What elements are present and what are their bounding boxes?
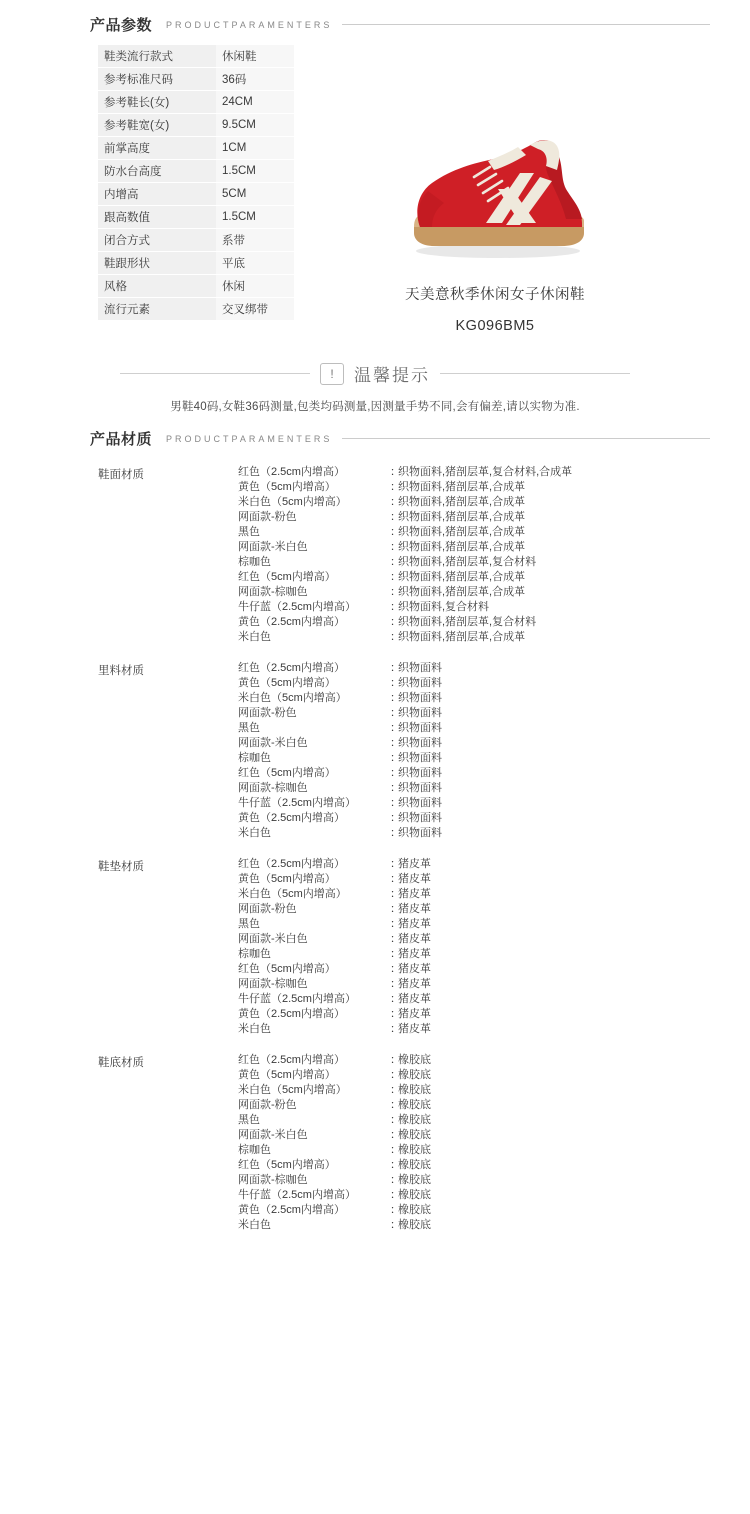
material-separator: ：: [390, 662, 401, 674]
material-separator: ：: [390, 541, 401, 553]
product-params-table: [98, 45, 294, 321]
material-color: 黄色（5cm内增高）: [238, 481, 336, 493]
material-separator: ：: [390, 767, 401, 779]
material-group-label: 里料材质: [98, 665, 144, 677]
material-color: 棕咖色: [238, 948, 271, 960]
material-separator: ：: [390, 481, 401, 493]
material-value: 织物面料,猪剖层革,合成革: [398, 496, 526, 508]
material-value: 织物面料: [398, 827, 442, 839]
param-key: 参考鞋长(女): [98, 91, 216, 114]
param-value: 系带: [216, 229, 294, 252]
material-color: 牛仔蓝（2.5cm内增高）: [238, 1189, 356, 1201]
section-title-en: PRODUCTPARAMENTERS: [166, 19, 333, 30]
material-separator: ：: [390, 888, 401, 900]
material-separator: ：: [390, 631, 401, 643]
list-item: [238, 1143, 750, 1158]
list-item: [238, 615, 750, 630]
material-color: 网面款-粉色: [238, 1099, 297, 1111]
material-color: 棕咖色: [238, 1144, 271, 1156]
list-item: [238, 661, 750, 676]
param-value: 9.5CM: [216, 114, 294, 137]
table-row: [98, 275, 294, 298]
tips-text: 男鞋40码,女鞋36码测量,包类均码测量,因测量手势不同,会有偏差,请以实物为准.: [170, 401, 580, 413]
table-row: [98, 137, 294, 160]
list-item: [238, 947, 750, 962]
material-separator: ：: [390, 586, 401, 598]
list-item: [238, 1068, 750, 1083]
product-params-table-body: [98, 45, 294, 321]
list-item: [238, 902, 750, 917]
material-value: 橡胶底: [398, 1129, 431, 1141]
product-image: [370, 115, 620, 265]
material-value: 织物面料: [398, 662, 442, 674]
material-group-label: 鞋底材质: [98, 1057, 144, 1069]
material-value: 橡胶底: [398, 1174, 431, 1186]
list-item: [238, 1022, 750, 1037]
material-value: 织物面料: [398, 797, 442, 809]
param-key: 闭合方式: [98, 229, 216, 252]
material-rows: [238, 661, 750, 841]
material-separator: ：: [390, 737, 401, 749]
product-params-block: [0, 35, 750, 334]
material-group: [0, 1053, 750, 1233]
material-value: 橡胶底: [398, 1099, 431, 1111]
list-item: [238, 495, 750, 510]
material-color: 红色（5cm内增高）: [238, 1159, 336, 1171]
material-value: 织物面料,猪剖层革,复合材料: [398, 556, 537, 568]
table-row: [98, 91, 294, 114]
material-value: 橡胶底: [398, 1159, 431, 1171]
material-separator: ：: [390, 782, 401, 794]
material-value: 织物面料: [398, 812, 442, 824]
list-item: [238, 1083, 750, 1098]
tips-title: 温馨提示: [354, 366, 430, 385]
list-item: [238, 781, 750, 796]
material-separator: ：: [390, 707, 401, 719]
material-color: 黄色（2.5cm内增高）: [238, 812, 345, 824]
material-color: 黄色（2.5cm内增高）: [238, 616, 345, 628]
material-separator: ：: [390, 827, 401, 839]
list-item: [238, 630, 750, 645]
material-color: 红色（2.5cm内增高）: [238, 1054, 345, 1066]
table-row: [98, 68, 294, 91]
list-item: [238, 676, 750, 691]
material-separator: ：: [390, 933, 401, 945]
material-value: 猪皮革: [398, 858, 431, 870]
tips-divider-left: [120, 373, 310, 374]
material-separator: ：: [390, 511, 401, 523]
list-item: [238, 1007, 750, 1022]
list-item: [238, 600, 750, 615]
material-value: 织物面料: [398, 722, 442, 734]
list-item: [238, 766, 750, 781]
param-value: 24CM: [216, 91, 294, 114]
list-item: [238, 1128, 750, 1143]
list-item: [238, 691, 750, 706]
material-value: 织物面料,猪剖层革,合成革: [398, 541, 526, 553]
material-value: 织物面料,猪剖层革,复合材料,合成革: [398, 466, 573, 478]
material-value: 橡胶底: [398, 1114, 431, 1126]
material-separator: ：: [390, 1023, 401, 1035]
material-separator: ：: [390, 1159, 401, 1171]
material-value: 橡胶底: [398, 1084, 431, 1096]
material-separator: ：: [390, 1054, 401, 1066]
param-key: 鞋跟形状: [98, 252, 216, 275]
material-value: 猪皮革: [398, 948, 431, 960]
table-row: [98, 252, 294, 275]
product-preview: [330, 95, 660, 334]
material-group: [0, 465, 750, 645]
material-separator: ：: [390, 752, 401, 764]
material-color: 网面款-米白色: [238, 933, 308, 945]
material-value: 织物面料: [398, 767, 442, 779]
material-value: 橡胶底: [398, 1144, 431, 1156]
list-item: [238, 992, 750, 1007]
list-item: [238, 736, 750, 751]
material-separator: ：: [390, 1008, 401, 1020]
materials-list: [0, 465, 750, 1273]
material-value: 猪皮革: [398, 873, 431, 885]
material-separator: ：: [390, 1069, 401, 1081]
material-value: 橡胶底: [398, 1189, 431, 1201]
material-separator: ：: [390, 1129, 401, 1141]
param-key: 风格: [98, 275, 216, 298]
param-key: 流行元素: [98, 298, 216, 321]
list-item: [238, 796, 750, 811]
material-color: 红色（2.5cm内增高）: [238, 858, 345, 870]
list-item: [238, 570, 750, 585]
list-item: [238, 706, 750, 721]
material-separator: ：: [390, 677, 401, 689]
material-value: 织物面料,猪剖层革,合成革: [398, 586, 526, 598]
material-color: 网面款-米白色: [238, 737, 308, 749]
list-item: [238, 480, 750, 495]
material-color: 红色（5cm内增高）: [238, 571, 336, 583]
material-color: 黑色: [238, 526, 260, 538]
material-color: 米白色: [238, 827, 271, 839]
material-color: 棕咖色: [238, 752, 271, 764]
material-separator: ：: [390, 556, 401, 568]
table-row: [98, 160, 294, 183]
section-title-zh: 产品参数: [90, 17, 153, 34]
material-value: 织物面料: [398, 692, 442, 704]
list-item: [238, 510, 750, 525]
material-value: 橡胶底: [398, 1219, 431, 1231]
material-value: 织物面料,猪剖层革,合成革: [398, 631, 526, 643]
material-color: 黑色: [238, 1114, 260, 1126]
material-value: 织物面料,猪剖层革,合成革: [398, 511, 526, 523]
list-item: [238, 811, 750, 826]
product-code: KG096BM5: [455, 318, 535, 334]
param-value: 5CM: [216, 183, 294, 206]
list-item: [238, 1203, 750, 1218]
material-separator: ：: [390, 692, 401, 704]
list-item: [238, 555, 750, 570]
table-row: [98, 114, 294, 137]
material-color: 米白色: [238, 1219, 271, 1231]
material-value: 猪皮革: [398, 1008, 431, 1020]
material-color: 黄色（5cm内增高）: [238, 677, 336, 689]
material-rows: [238, 857, 750, 1037]
material-value: 猪皮革: [398, 903, 431, 915]
material-color: 网面款-棕咖色: [238, 586, 308, 598]
list-item: [238, 962, 750, 977]
material-separator: ：: [390, 496, 401, 508]
material-separator: ：: [390, 918, 401, 930]
list-item: [238, 751, 750, 766]
list-item: [238, 1158, 750, 1173]
material-separator: ：: [390, 978, 401, 990]
material-value: 织物面料,猪剖层革,合成革: [398, 481, 526, 493]
product-materials-heading: [0, 428, 750, 449]
list-item: [238, 1173, 750, 1188]
material-separator: ：: [390, 1084, 401, 1096]
material-separator: ：: [390, 797, 401, 809]
material-color: 黑色: [238, 918, 260, 930]
material-color: 米白色（5cm内增高）: [238, 888, 347, 900]
material-value: 织物面料,猪剖层革,合成革: [398, 526, 526, 538]
material-color: 网面款-米白色: [238, 541, 308, 553]
exclamation-icon: !: [320, 363, 344, 385]
material-group-label: 鞋面材质: [98, 469, 144, 481]
table-row: [98, 206, 294, 229]
param-value: 1.5CM: [216, 206, 294, 229]
material-value: 橡胶底: [398, 1069, 431, 1081]
list-item: [238, 1053, 750, 1068]
list-item: [238, 826, 750, 841]
material-color: 红色（5cm内增高）: [238, 963, 336, 975]
material-color: 牛仔蓝（2.5cm内增高）: [238, 993, 356, 1005]
param-value: 1.5CM: [216, 160, 294, 183]
material-value: 织物面料: [398, 707, 442, 719]
material-separator: ：: [390, 812, 401, 824]
tips-block: [0, 355, 750, 414]
material-color: 黄色（2.5cm内增高）: [238, 1204, 345, 1216]
material-value: 猪皮革: [398, 1023, 431, 1035]
product-params-heading: [0, 14, 750, 35]
material-value: 织物面料,猪剖层革,复合材料: [398, 616, 537, 628]
table-row: [98, 45, 294, 68]
table-row: [98, 298, 294, 321]
material-color: 红色（2.5cm内增高）: [238, 466, 345, 478]
param-value: 平底: [216, 252, 294, 275]
material-separator: ：: [390, 858, 401, 870]
material-color: 网面款-棕咖色: [238, 978, 308, 990]
material-value: 猪皮革: [398, 918, 431, 930]
material-color: 黄色（5cm内增高）: [238, 1069, 336, 1081]
param-key: 参考标准尺码: [98, 68, 216, 91]
heading-divider: [342, 24, 710, 25]
material-color: 黄色（2.5cm内增高）: [238, 1008, 345, 1020]
material-color: 红色（2.5cm内增高）: [238, 662, 345, 674]
list-item: [238, 887, 750, 902]
material-rows: [238, 465, 750, 645]
param-value: 36码: [216, 68, 294, 91]
material-value: 猪皮革: [398, 963, 431, 975]
param-key: 跟高数值: [98, 206, 216, 229]
material-value: 猪皮革: [398, 933, 431, 945]
material-separator: ：: [390, 1114, 401, 1126]
param-key: 防水台高度: [98, 160, 216, 183]
product-title: 天美意秋季休闲女子休闲鞋: [405, 287, 585, 303]
param-value: 交叉绑带: [216, 298, 294, 321]
material-separator: ：: [390, 722, 401, 734]
material-value: 橡胶底: [398, 1204, 431, 1216]
material-separator: ：: [390, 601, 401, 613]
material-separator: ：: [390, 1219, 401, 1231]
list-item: [238, 857, 750, 872]
list-item: [238, 585, 750, 600]
material-color: 网面款-米白色: [238, 1129, 308, 1141]
param-key: 鞋类流行款式: [98, 45, 216, 68]
material-rows: [238, 1053, 750, 1233]
material-color: 牛仔蓝（2.5cm内增高）: [238, 601, 356, 613]
material-separator: ：: [390, 466, 401, 478]
list-item: [238, 1218, 750, 1233]
material-separator: ：: [390, 1189, 401, 1201]
material-color: 黑色: [238, 722, 260, 734]
material-separator: ：: [390, 963, 401, 975]
list-item: [238, 1188, 750, 1203]
list-item: [238, 1098, 750, 1113]
material-color: 米白色: [238, 1023, 271, 1035]
list-item: [238, 977, 750, 992]
list-item: [238, 540, 750, 555]
material-color: 黄色（5cm内增高）: [238, 873, 336, 885]
tips-heading: [0, 361, 750, 386]
material-separator: ：: [390, 1174, 401, 1186]
tips-divider-right: [440, 373, 630, 374]
material-value: 织物面料: [398, 752, 442, 764]
param-value: 休闲: [216, 275, 294, 298]
material-value: 织物面料: [398, 677, 442, 689]
material-color: 网面款-棕咖色: [238, 782, 308, 794]
list-item: [238, 525, 750, 540]
material-separator: ：: [390, 1204, 401, 1216]
material-value: 织物面料: [398, 782, 442, 794]
material-separator: ：: [390, 948, 401, 960]
list-item: [238, 721, 750, 736]
list-item: [238, 1113, 750, 1128]
material-value: 猪皮革: [398, 978, 431, 990]
material-group-label: 鞋垫材质: [98, 861, 144, 873]
material-color: 红色（5cm内增高）: [238, 767, 336, 779]
list-item: [238, 872, 750, 887]
material-separator: ：: [390, 616, 401, 628]
material-group: [0, 661, 750, 841]
material-separator: ：: [390, 1099, 401, 1111]
material-separator: ：: [390, 903, 401, 915]
material-color: 米白色（5cm内增高）: [238, 692, 347, 704]
param-key: 参考鞋宽(女): [98, 114, 216, 137]
material-value: 织物面料: [398, 737, 442, 749]
param-key: 内增高: [98, 183, 216, 206]
table-row: [98, 229, 294, 252]
section-title-zh: 产品材质: [90, 431, 153, 448]
material-separator: ：: [390, 1144, 401, 1156]
param-value: 休闲鞋: [216, 45, 294, 68]
param-key: 前掌高度: [98, 137, 216, 160]
list-item: [238, 465, 750, 480]
material-value: 猪皮革: [398, 993, 431, 1005]
material-separator: ：: [390, 526, 401, 538]
material-value: 织物面料,复合材料: [398, 601, 490, 613]
material-separator: ：: [390, 571, 401, 583]
material-separator: ：: [390, 993, 401, 1005]
material-color: 牛仔蓝（2.5cm内增高）: [238, 797, 356, 809]
material-color: 棕咖色: [238, 556, 271, 568]
material-color: 网面款-粉色: [238, 707, 297, 719]
material-value: 猪皮革: [398, 888, 431, 900]
material-color: 米白色（5cm内增高）: [238, 1084, 347, 1096]
material-group: [0, 857, 750, 1037]
material-color: 网面款-粉色: [238, 903, 297, 915]
param-value: 1CM: [216, 137, 294, 160]
table-row: [98, 183, 294, 206]
section-title-en: PRODUCTPARAMENTERS: [166, 433, 333, 444]
material-value: 橡胶底: [398, 1054, 431, 1066]
material-color: 米白色: [238, 631, 271, 643]
material-value: 织物面料,猪剖层革,合成革: [398, 571, 526, 583]
list-item: [238, 917, 750, 932]
list-item: [238, 932, 750, 947]
material-color: 网面款-粉色: [238, 511, 297, 523]
material-separator: ：: [390, 873, 401, 885]
heading-divider: [342, 438, 710, 439]
material-color: 米白色（5cm内增高）: [238, 496, 347, 508]
material-color: 网面款-棕咖色: [238, 1174, 308, 1186]
